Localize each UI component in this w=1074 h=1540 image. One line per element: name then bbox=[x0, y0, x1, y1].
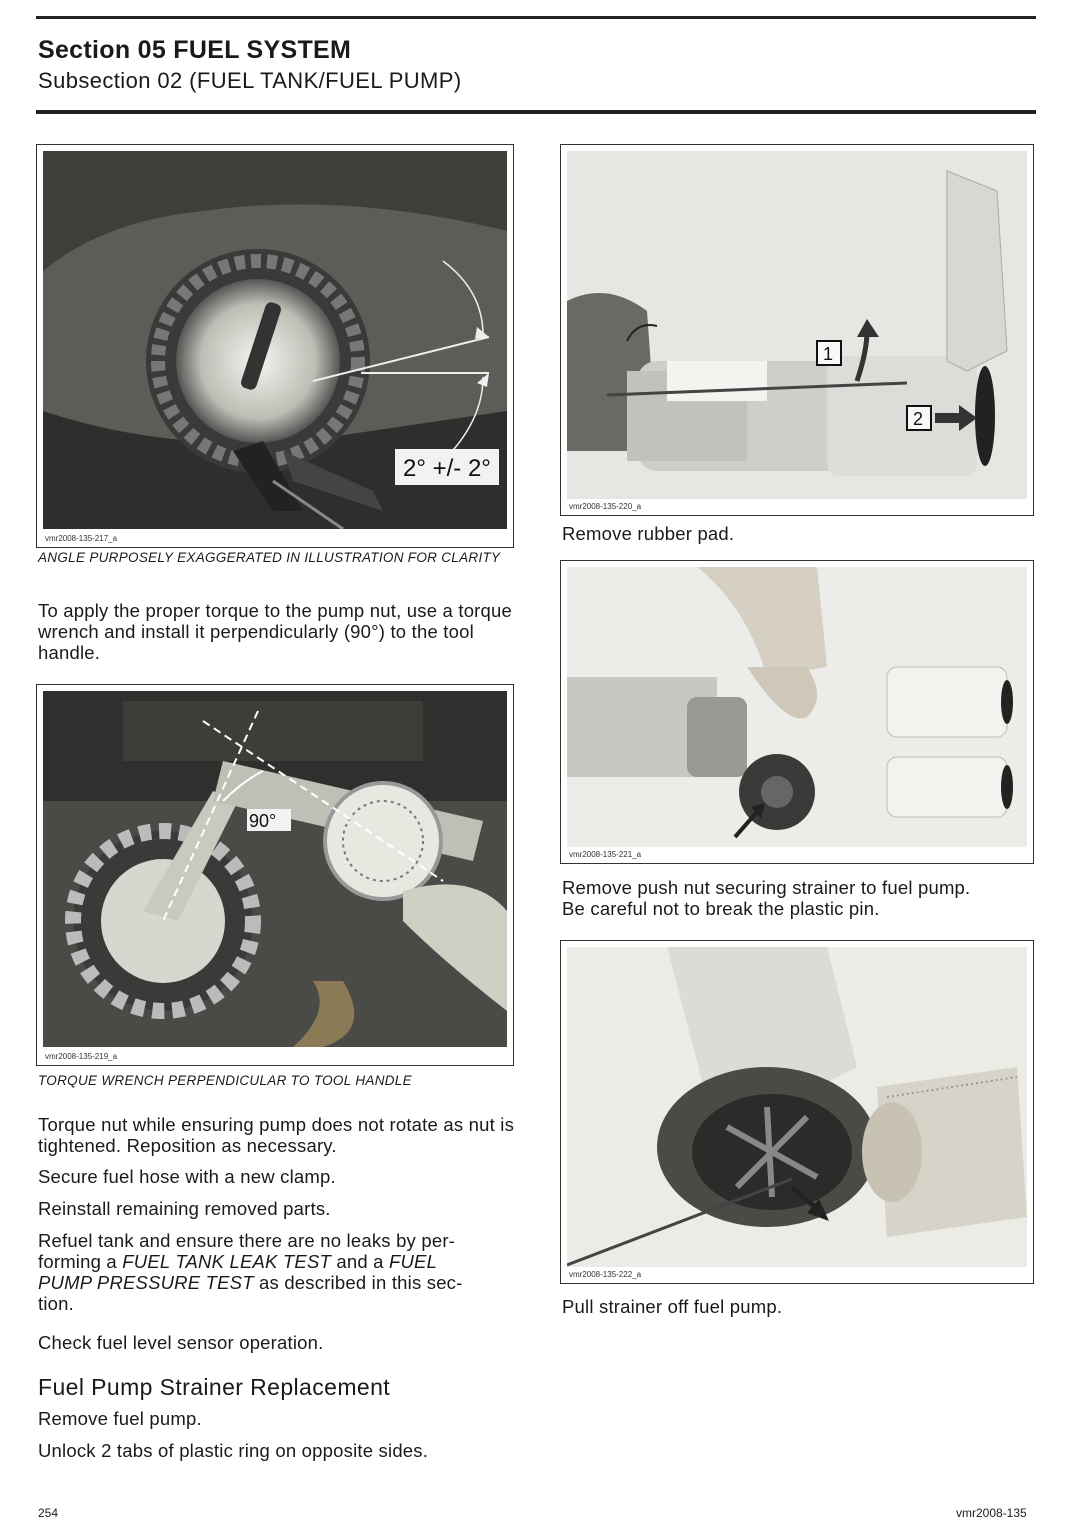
text: and a bbox=[331, 1251, 389, 1272]
photo-strainer bbox=[567, 947, 1027, 1267]
photo-rubber-pad bbox=[567, 151, 1027, 499]
figure-strainer bbox=[560, 940, 1034, 1284]
figure-pump-angle bbox=[36, 144, 514, 548]
page-number: 254 bbox=[38, 1506, 59, 1520]
photo-torque-wrench bbox=[43, 691, 507, 1047]
paragraph: Reinstall remaining removed parts. bbox=[38, 1198, 331, 1219]
paragraph: Secure fuel hose with a new clamp. bbox=[38, 1166, 336, 1187]
figure-code: vmr2008-135-219_a bbox=[45, 1052, 118, 1061]
callout-2: 2 bbox=[913, 409, 924, 429]
doc-code: vmr2008-135 bbox=[956, 1506, 1027, 1520]
subheading: Fuel Pump Strainer Replacement bbox=[38, 1374, 391, 1400]
photo-pump-angle bbox=[43, 151, 507, 529]
figure-caption: TORQUE WRENCH PERPENDICULAR TO TOOL HANDLE bbox=[38, 1073, 412, 1088]
line: Refuel tank and ensure there are no leaks by per- bbox=[38, 1230, 456, 1251]
line bbox=[38, 1272, 518, 1293]
header-rule bbox=[36, 110, 1036, 114]
figure-code: vmr2008-135-222_a bbox=[569, 1270, 642, 1279]
text: as described in this sec- bbox=[253, 1272, 463, 1293]
ref-fuel-tank-leak-test: FUEL TANK LEAK TEST bbox=[122, 1251, 331, 1272]
line: Remove push nut securing strainer to fuel pump. bbox=[562, 877, 971, 898]
text: forming a bbox=[38, 1251, 123, 1272]
callout-1: 1 bbox=[823, 344, 834, 364]
figure-rubber-pad bbox=[560, 144, 1034, 516]
angle-label: 90° bbox=[249, 811, 277, 831]
paragraph-leak-test bbox=[38, 1230, 518, 1314]
photo-push-nut bbox=[567, 567, 1027, 847]
ref-fuel-pump-pressure-test: PUMP PRESSURE TEST bbox=[38, 1272, 254, 1293]
line: Be careful not to break the plastic pin. bbox=[562, 898, 880, 919]
line bbox=[38, 1251, 518, 1272]
ref-fuel: FUEL bbox=[388, 1251, 438, 1272]
top-rule bbox=[36, 16, 1036, 19]
figure-code: vmr2008-135-221_a bbox=[569, 850, 642, 859]
paragraph: Remove fuel pump. bbox=[38, 1408, 202, 1429]
angle-label: 2° +/- 2° bbox=[403, 455, 491, 482]
figure-torque-wrench bbox=[36, 684, 514, 1066]
paragraph: Torque nut while ensuring pump does not rotate as nut is tightened. Reposition as necessary. bbox=[38, 1114, 515, 1156]
paragraph: Unlock 2 tabs of plastic ring on opposite sides. bbox=[38, 1440, 429, 1461]
paragraph: Check fuel level sensor operation. bbox=[38, 1332, 324, 1353]
caption-text: Pull strainer off fuel pump. bbox=[562, 1296, 783, 1317]
caption-text bbox=[562, 877, 1042, 919]
figure-code: vmr2008-135-217_a bbox=[45, 534, 118, 543]
paragraph: To apply the proper torque to the pump nut, use a torque wrench and install it perpendicularly (90°) to the tool handle. bbox=[38, 600, 513, 663]
subsection-title: Subsection 02 (FUEL TANK/FUEL PUMP) bbox=[38, 68, 462, 93]
figure-code: vmr2008-135-220_a bbox=[569, 502, 642, 511]
line: tion. bbox=[38, 1293, 74, 1314]
section-title: Section 05 FUEL SYSTEM bbox=[38, 36, 352, 64]
figure-push-nut bbox=[560, 560, 1034, 864]
caption-text: Remove rubber pad. bbox=[562, 523, 735, 544]
figure-caption: ANGLE PURPOSELY EXAGGERATED IN ILLUSTRATION FOR CLARITY bbox=[38, 550, 501, 565]
